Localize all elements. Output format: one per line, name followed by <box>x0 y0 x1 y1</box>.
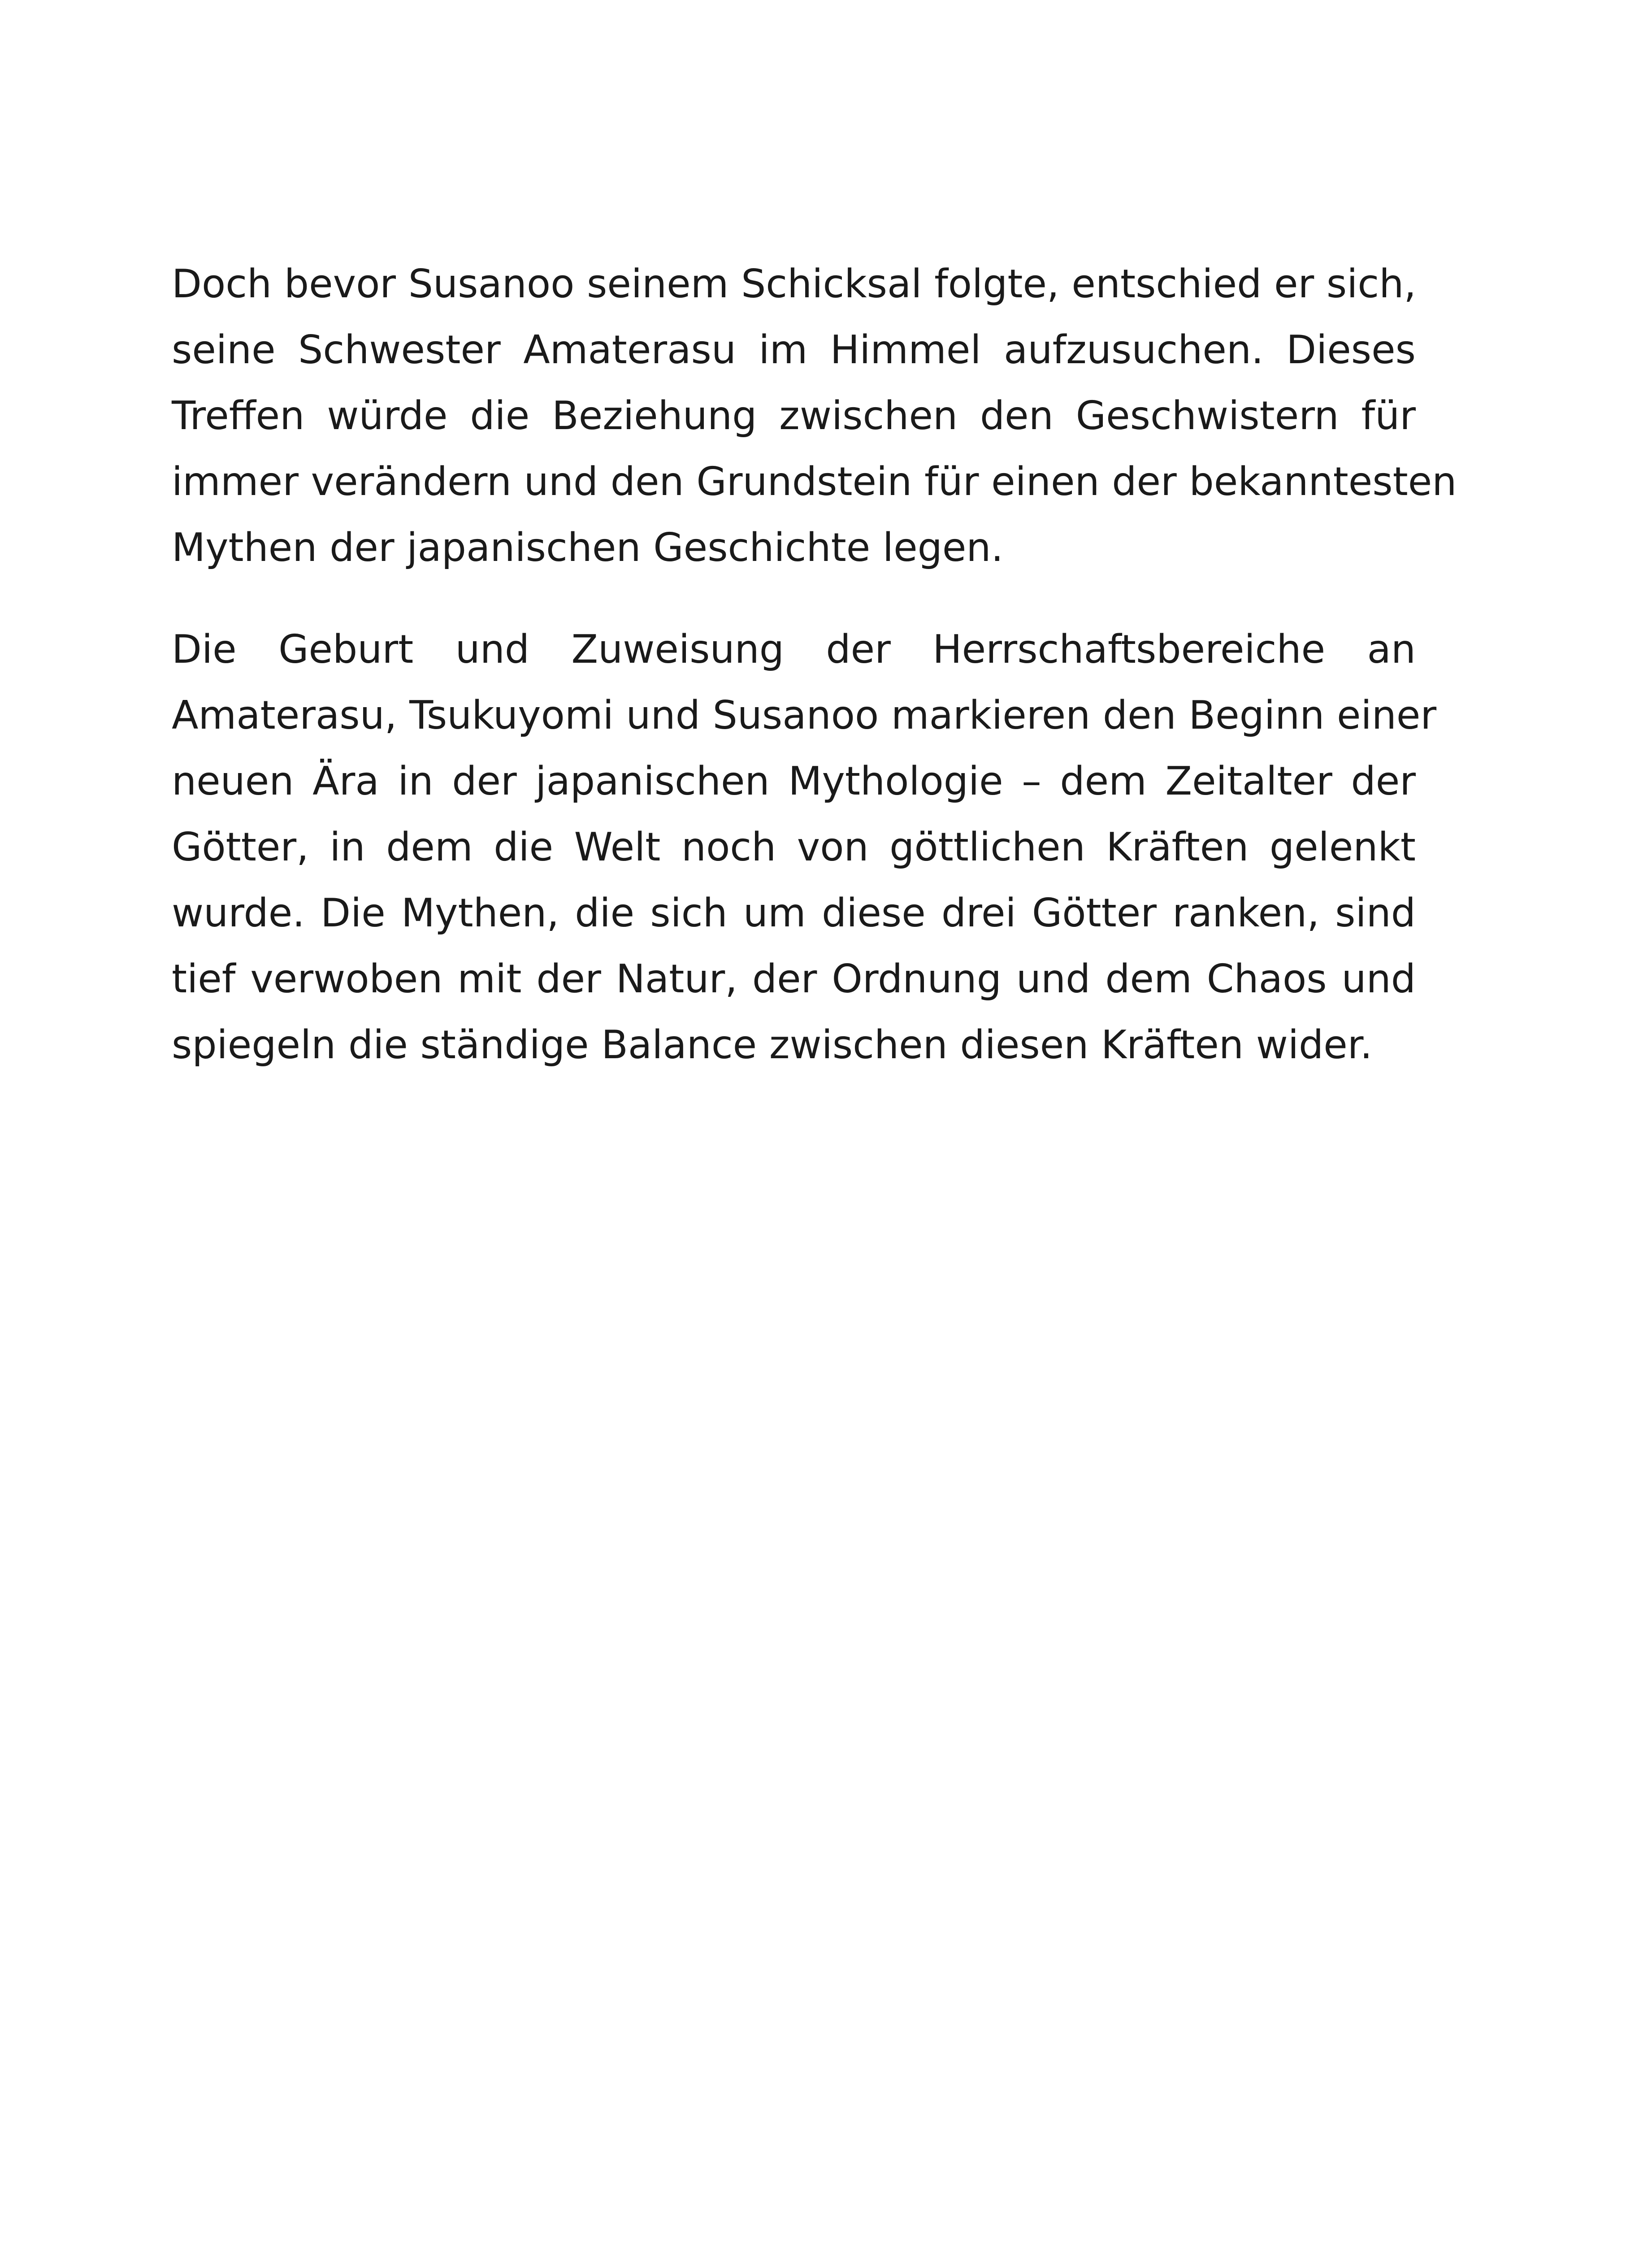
text-line: tief verwoben mit der Natur, der Ordnung und dem Chaos und <box>172 956 1416 1002</box>
text-line: Mythen der japanischen Geschichte legen. <box>172 525 1004 570</box>
text-line: immer verändern und den Grundstein für einen der bekanntesten <box>172 459 1457 504</box>
text-line: Treffen würde die Beziehung zwischen den Geschwistern für <box>172 393 1416 439</box>
text-line: seine Schwester Amaterasu im Himmel aufzusuchen. Dieses <box>172 327 1416 373</box>
text-line: Amaterasu, Tsukuyomi und Susanoo markieren den Beginn einer <box>172 692 1437 738</box>
body-text <box>172 251 1457 1078</box>
text-line: Götter, in dem die Welt noch von göttlichen Kräften gelenkt <box>172 824 1416 870</box>
text-line: neuen Ära in der japanischen Mythologie – dem Zeitalter der <box>172 758 1416 804</box>
text-line: Die Geburt und Zuweisung der Herrschaftsbereiche an <box>172 626 1416 672</box>
paragraph-2 <box>172 617 1437 1078</box>
text-line: spiegeln die ständige Balance zwischen diesen Kräften wider. <box>172 1022 1373 1068</box>
paragraph-1 <box>172 251 1457 581</box>
text-line: Doch bevor Susanoo seinem Schicksal folgte, entschied er sich, <box>172 261 1417 307</box>
text-line: wurde. Die Mythen, die sich um diese drei Götter ranken, sind <box>172 890 1416 936</box>
